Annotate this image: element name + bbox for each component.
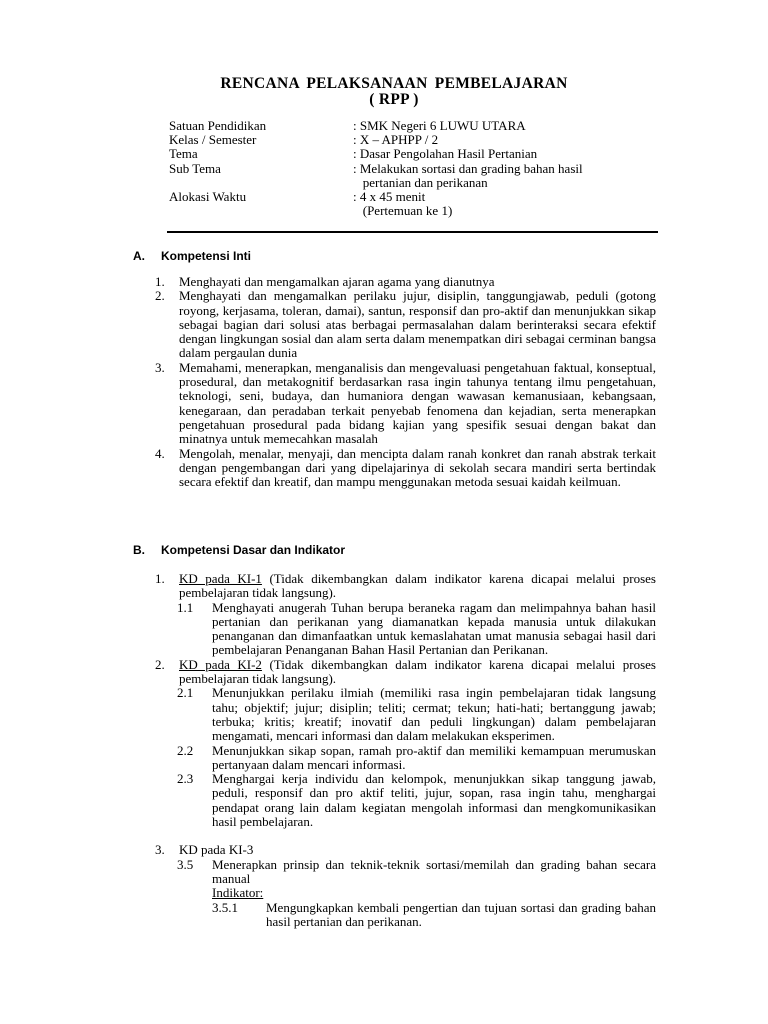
kd-item	[155, 658, 656, 830]
sub-text: Menerapkan prinsip dan teknik-teknik sortasi/memilah dan grading bahan secara manual	[212, 856, 656, 886]
sub-number: 3.5	[177, 856, 194, 872]
list-item	[155, 289, 656, 360]
kd-description: (Tidak dikembangkan dalam indikator karena dicapai melalui proses pembelajaran tidak langsung).	[179, 656, 656, 687]
sub-text: Menunjukkan sikap sopan, ramah pro-aktif dan memiliki kemampuan merumuskan pertanyaan dalam mencari informasi.	[212, 742, 656, 772]
section-title: Kompetensi Dasar dan Indikator	[161, 543, 346, 557]
kd-heading: KD pada KI-3	[179, 842, 254, 858]
identity-value: : SMK Negeri 6 LUWU UTARA	[353, 118, 526, 133]
list-item	[155, 361, 656, 447]
kd-heading: KD pada KI-1	[179, 571, 262, 586]
sub-number: 2.2	[177, 742, 194, 758]
item-text: Menghayati dan mengamalkan perilaku jujur, disiplin, tanggungjawab, peduli (gotong royong, kerjasama, toleran, damai), santun, responsif dan pro-aktif dan menunjukkan sikap sebagai bagian dari solusi atas berbagai permasalahan dalam berinteraksi secara efektif dengan lingkungan sosial dan alam serta dalam menempatkan diri sebagai cerminan bangsa dalam pergaulan dunia	[179, 288, 656, 361]
list-item	[155, 447, 656, 490]
section-a-heading	[133, 249, 251, 263]
sub-text: Menunjukkan perilaku ilmiah (memiliki rasa ingin pembelajaran tidak langsung tahu; objektif; jujur; disiplin; teliti; cermat; tekun; hati-hati; bertanggung jawab; terbuka; kritis; kreatif; inovatif dan peduli lingkungan) dalam pembelajaran mengamati, mencari informasi dan dalam melakukan eksperimen.	[212, 685, 656, 744]
sub-number: 2.1	[177, 685, 194, 701]
identity-value: pertanian dan perikanan	[353, 174, 488, 190]
item-number: 2.	[155, 288, 165, 304]
indikator-text: Mengungkapkan kembali pengertian dan tujuan sortasi dan grading bahan hasil pertanian dan perikanan.	[266, 899, 656, 929]
list-item	[155, 275, 656, 289]
identity-value: (Pertemuan ke 1)	[353, 203, 453, 219]
identity-value: : Dasar Pengolahan Hasil Pertanian	[353, 146, 538, 162]
horizontal-divider	[167, 231, 658, 233]
kd-number: 1.	[155, 571, 165, 586]
identity-label: Satuan Pendidikan	[169, 118, 267, 133]
kd-number: 3.	[155, 842, 165, 858]
kd-number: 2.	[155, 656, 165, 672]
kd-sub-item	[177, 686, 656, 743]
item-text: Mengolah, menalar, menyaji, dan mencipta dalam ranah konkret dan ranah abstrak terkait dengan pengembangan dari yang dipelajarinya di sekolah secara mandiri serta bertindak secara efektif dan kreatif, dan mampu menggunakan metoda sesuai kaidah keilmuan.	[179, 445, 656, 490]
sub-text: Menghargai kerja individu dan kelompok, menunjukkan sikap tanggung jawab, peduli, responsif dan pro aktif teliti, jujur, sopan, rasa ingin tahu, menghargai pendapat orang lain dalam kegiatan mengolah informasi dan mengkomunikasikan hasil pembelajaran.	[212, 771, 656, 830]
section-letter: B.	[133, 543, 145, 557]
identity-value: : Melakukan sortasi dan grading bahan hasil	[353, 160, 583, 176]
kd-sub-item	[177, 858, 656, 929]
identity-label: Sub Tema	[169, 160, 221, 176]
item-number: 1.	[155, 274, 165, 289]
item-number: 4.	[155, 445, 165, 461]
identity-label: Kelas / Semester	[169, 132, 257, 148]
kompetensi-dasar-list	[155, 572, 656, 929]
identity-value: : 4 x 45 menit	[353, 188, 426, 204]
item-text: Memahami, menerapkan, menganalisis dan mengevaluasi pengetahuan faktual, konseptual, prosedural, dan metakognitif berdasarkan rasa ingin tahunya tentang ilmu pengetahuan, teknologi, seni, budaya, dan humaniora dengan wawasan kemanusiaan, kebangsaan, kenegaraan, dan peradaban terkait penyebab fenomena dan kejadian, serta menerapkan pengetahuan prosedural pada bidang kajian yang spesifik sesuai dengan bakat dan minatnya untuk memecahkan masalah	[179, 359, 656, 447]
section-title: Kompetensi Inti	[161, 249, 252, 263]
kd-item	[155, 843, 656, 929]
kd-sub-item	[177, 601, 656, 658]
kd-item	[155, 572, 656, 658]
spacer	[155, 829, 656, 843]
document-subtitle: ( RPP )	[369, 91, 419, 108]
item-text: Menghayati dan mengamalkan ajaran agama yang dianutnya	[179, 274, 495, 289]
sub-number: 2.3	[177, 771, 194, 787]
item-number: 3.	[155, 359, 165, 375]
kd-description: (Tidak dikembangkan dalam indikator karena dicapai melalui proses pembelajaran tidak langsung).	[179, 571, 656, 601]
document-title: RENCANA PELAKSANAAN PEMBELAJARAN	[220, 75, 568, 92]
identity-value: : X – APHPP / 2	[353, 132, 439, 148]
kd-heading: KD pada KI-2	[179, 656, 262, 672]
kd-sub-item	[177, 744, 656, 773]
indikator-number: 3.5.1	[212, 899, 238, 915]
identity-label: Tema	[169, 146, 198, 162]
indikator-label: Indikator:	[212, 885, 264, 901]
sub-text: Menghayati anugerah Tuhan berupa beraneka ragam dan melimpahnya bahan hasil pertanian dan perikanan yang diamanatkan kepada manusia untuk dilakukan penanganan dan dimanfaatkan untuk kemaslahatan umat manusia sebagai hasil dari pembelajaran Penanganan Bahan Hasil Pertanian dan Perikanan.	[212, 599, 656, 658]
section-letter: A.	[133, 249, 145, 263]
indikator-item	[212, 901, 656, 930]
kd-sub-item	[177, 772, 656, 829]
sub-number: 1.1	[177, 599, 194, 615]
identity-label: Alokasi Waktu	[169, 188, 247, 204]
kompetensi-inti-list	[155, 275, 656, 489]
section-b-heading	[133, 543, 345, 557]
